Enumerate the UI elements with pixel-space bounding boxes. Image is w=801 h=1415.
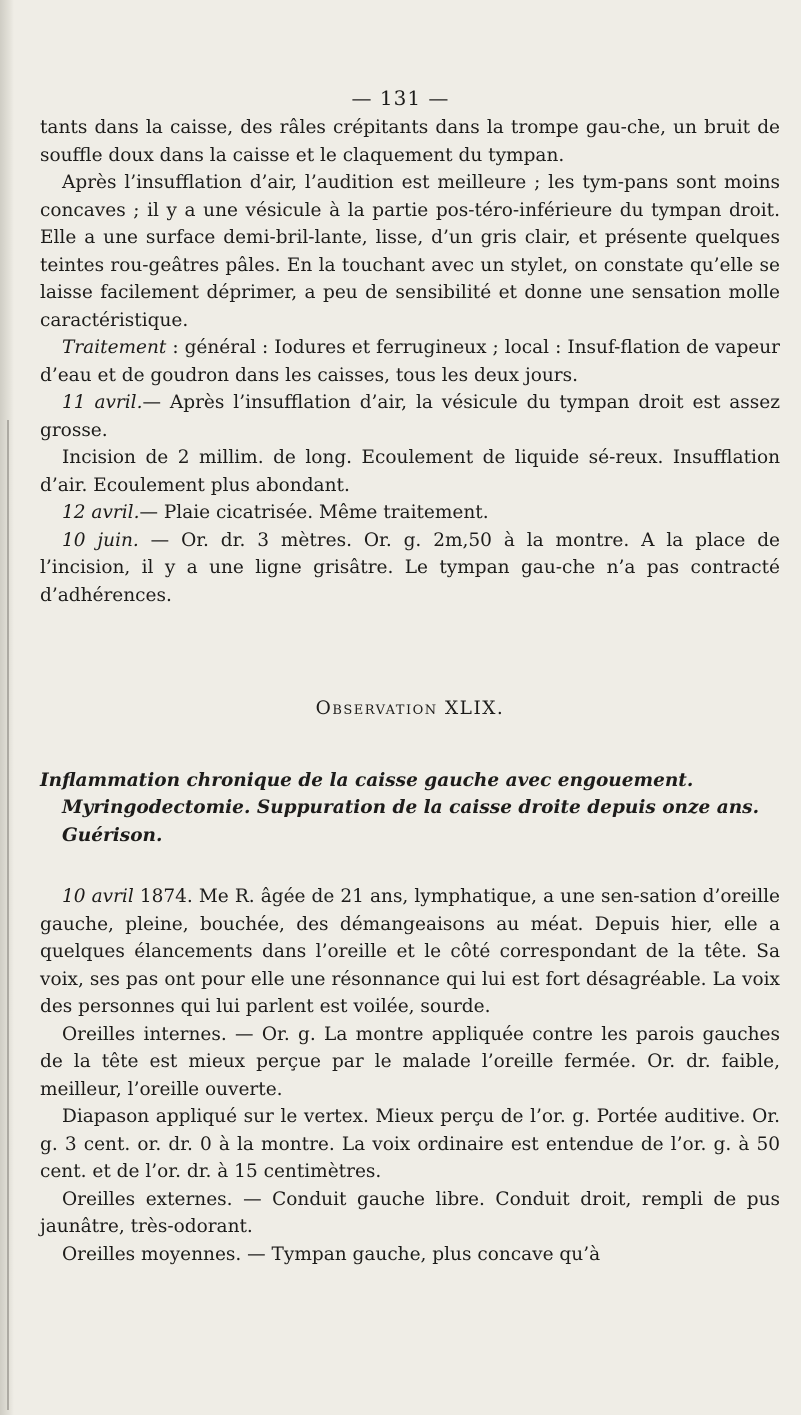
observation-heading: Observation XLIX. [315, 698, 505, 719]
page-text [40, 114, 780, 1268]
binding-edge-line [7, 420, 9, 1410]
paragraph-insufflation: Après l’insufflation d’air, l’audition est meilleure ; les tym-pans sont moins concaves ; il y a une vésicule à la partie pos-téro-inférieure du tympan droit. Elle a une surface demi-bril-lante, lisse, d’un gris clair, et présente quelques teintes rou-geâtres pâles. En la touchant avec un stylet, on constate qu’elle se laisse facilement déprimer, a peu de sensibilité et donne une sensation molle caractéristique. [40, 172, 780, 331]
text-10-juin: — Or. dr. 3 mètres. Or. g. 2m,50 à la montre. A la place de l’incision, il y a une ligne grisâtre. Le tympan gau-che n’a pas contracté d’adhérences. [40, 529, 780, 606]
paragraph-12-avril [40, 499, 780, 527]
text-11-avril: — Après l’insufflation d’air, la vésicule du tympan droit est assez grosse. [40, 392, 780, 441]
paragraph-traitement [40, 334, 780, 389]
page-number: — 131 — [351, 86, 450, 110]
text-12-avril: — Plaie cicatrisée. Même traitement. [139, 502, 489, 523]
text-10-avril: 1874. Me R. âgée de 21 ans, lymphatique, a une sen-sation d’oreille gauche, pleine, bouchée, des démangeaisons au méat. Depuis hier, elle a quelques élancements dans l’oreille et le côté correspondant de la tête. Sa voix, ses pas ont pour elle une résonnance qui lui est fort désagréable. La voix des personnes qui lui parlent est voilée, sourde. [40, 886, 780, 1017]
paragraph-10-avril [40, 883, 780, 1021]
paragraph-oreilles-internes: Oreilles internes. — Or. g. La montre appliquée contre les parois gauches de la tête est mieux perçue par le malade l’oreille fermée. Or. dr. faible, meilleur, l’oreille ouverte. [40, 1023, 780, 1100]
date-12-avril: 12 avril. [62, 502, 140, 523]
traitement-label: Traitement [62, 337, 167, 358]
paragraph-incision: Incision de 2 millim. de long. Ecoulement de liquide sé-reux. Insufflation d’air. Ecoulement plus abondant. [40, 447, 780, 496]
subtitle-line-1: Inflammation chronique de la caisse gauche avec engouement. [40, 769, 694, 791]
date-10-avril: 10 avril [62, 886, 134, 907]
date-11-avril: 11 avril. [62, 392, 143, 413]
traitement-text: : général : Iodures et ferrugineux ; local : Insuf-flation de vapeur d’eau et de goudron dans les caisses, tous les deux jours. [40, 337, 780, 386]
paragraph-oreilles-moyennes: Oreilles moyennes. — Tympan gauche, plus concave qu’à [62, 1243, 601, 1265]
paragraph-continuation: tants dans la caisse, des râles crépitants dans la trompe gau-che, un bruit de souffle doux dans la caisse et le claquement du tympan. [40, 117, 780, 166]
paragraph-11-avril [40, 389, 780, 444]
paragraph-oreilles-externes: Oreilles externes. — Conduit gauche libre. Conduit droit, rempli de pus jaunâtre, très-odorant. [40, 1188, 780, 1237]
date-10-juin: 10 juin. [62, 529, 139, 551]
observation-subtitle [40, 767, 780, 850]
subtitle-line-2: Myringodectomie. Suppuration de la caisse droite depuis onze ans. Guérison. [62, 797, 760, 846]
paragraph-10-juin [40, 527, 780, 610]
paragraph-diapason: Diapason appliqué sur le vertex. Mieux perçu de l’or. g. Portée auditive. Or. g. 3 cent. or. dr. 0 à la montre. La voix ordinaire est entendue de l’or. g. à 50 cent. et de l’or. dr. à 15 centimètres. [40, 1106, 780, 1182]
